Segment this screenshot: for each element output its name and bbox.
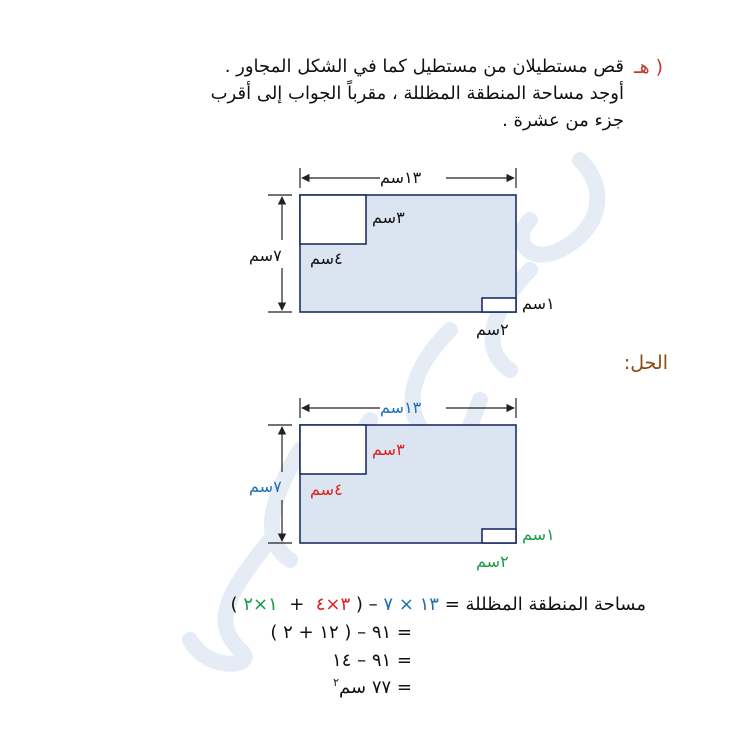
eq1-small-cut-product: ١×٢	[243, 594, 278, 615]
fig1-small-cut-height-label: ١سم	[522, 294, 555, 313]
equation-line-4	[333, 676, 412, 698]
fig2-small-cut-height-label: ١سم	[522, 525, 555, 544]
eq4-superscript: ٢	[333, 676, 340, 689]
fig1-big-cut-height-label: ٣سم	[372, 208, 405, 227]
eq1-minus-open: – (	[355, 594, 378, 615]
equation-line-3: = ٩١ – ١٤	[332, 650, 412, 671]
fig2-height-label: ٧سم	[249, 477, 282, 496]
fig2-big-cut-height-label: ٣سم	[372, 440, 405, 459]
eq1-times: ×	[398, 594, 414, 615]
fig2-big-cut-width-label: ٤سم	[310, 480, 343, 499]
eq1-height-value: ٧	[383, 594, 394, 615]
question-line-1: قص مستطيلان من مستطيل كما في الشكل المجاور .	[224, 56, 624, 77]
question-line-2: أوجد مساحة المنطقة المظللة ، مقرباً الجواب إلى أقرب	[210, 83, 624, 104]
solution-heading: الحل:	[623, 352, 668, 374]
question-line-3: جزء من عشرة .	[502, 110, 624, 131]
equation-line-1	[231, 594, 646, 615]
eq1-width-value: ١٣	[419, 594, 439, 615]
fig2-small-cut-width-label: ٢سم	[476, 552, 509, 571]
eq1-big-cut-product: ٣×٤	[315, 594, 351, 615]
eq4-result: = ٧٧ سم	[339, 677, 412, 698]
fig1-big-cut-width-label: ٤سم	[310, 249, 343, 268]
eq1-prefix: مساحة المنطقة المظللة =	[444, 594, 646, 615]
fig1-width-label: ١٣سم	[380, 168, 422, 187]
question-label: هـ )	[634, 56, 664, 78]
fig2-width-label: ١٣سم	[380, 398, 422, 417]
fig1-small-cut-width-label: ٢سم	[476, 320, 509, 339]
eq1-plus: +	[289, 594, 305, 615]
fig1-height-label: ٧سم	[249, 246, 282, 265]
equation-line-2: = ٩١ – ( ١٢ + ٢ )	[270, 622, 412, 643]
eq1-close-paren: )	[230, 594, 238, 615]
